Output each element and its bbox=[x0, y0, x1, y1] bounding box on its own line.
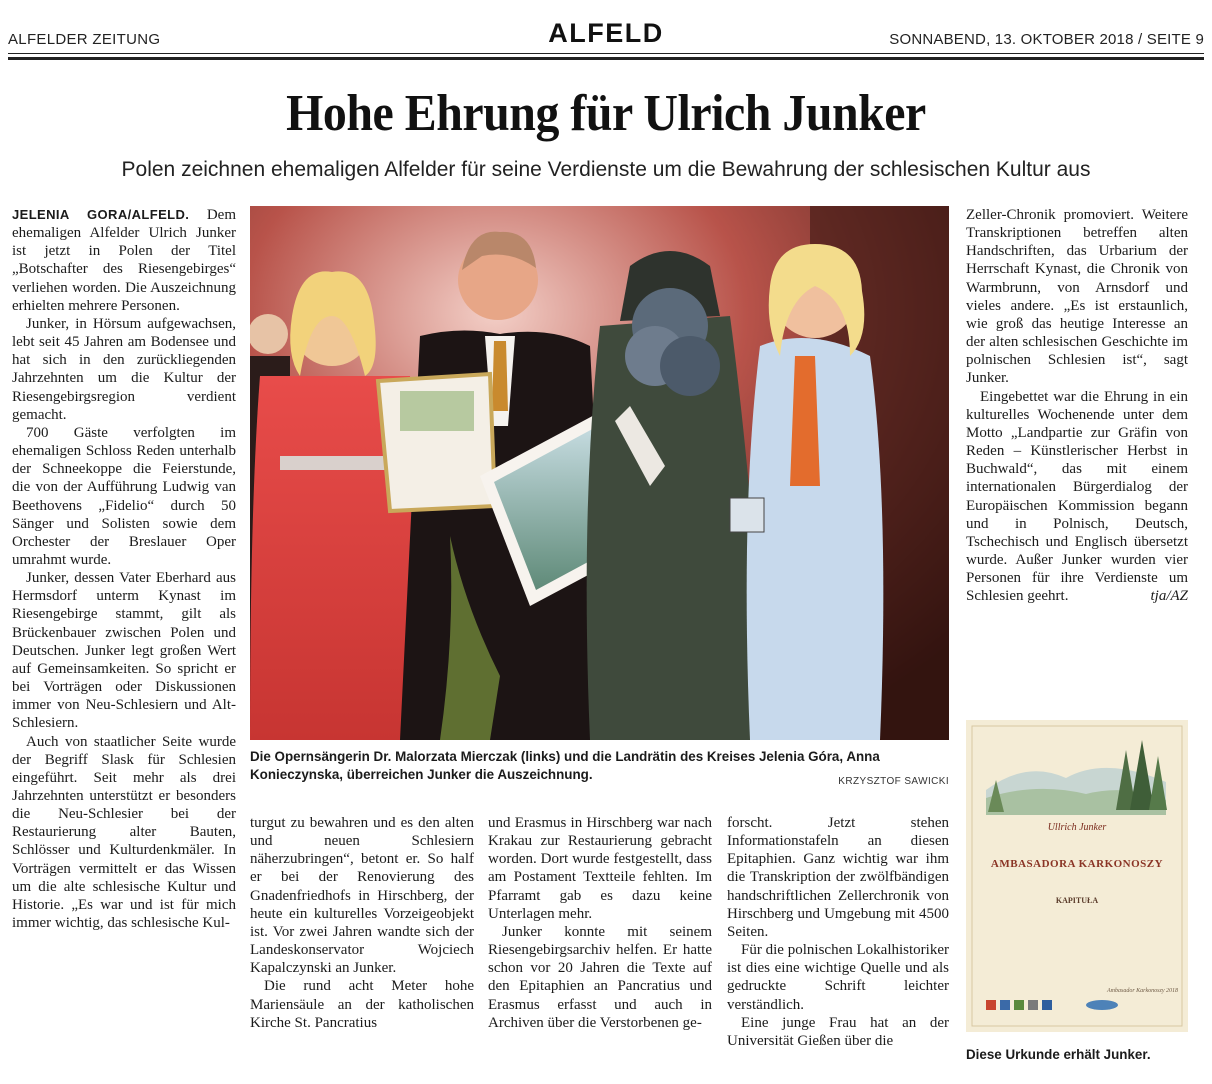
certificate-title: AMBASADORA KARKONOSZY bbox=[990, 858, 1164, 870]
paragraph: Für die polnischen Lokalhistoriker ist dies eine wichtige Quelle und als gedruckte Schrift leichter verständlich. bbox=[727, 942, 949, 1013]
paragraph: turgut zu bewahren und es den alten und neuen Schlesiern näherzubringen“, betont er. So half er bei der Renovierung des Gnadenfriedhofs in Hirschberg, der heute ein kulturelles Vorzeigeobjekt ist. Vor zwei Jahren wandte sich der Landeskonservator Wojciech Kapalczynski an Junker. bbox=[250, 815, 474, 977]
certificate-kapitula: KAPITUŁA bbox=[1055, 896, 1099, 905]
photo-caption: Die Opernsängerin Dr. Malorzata Mierczak (links) und die Landrätin des Kreises Jelenia Góra, Anna Konieczynska, überreichen Junker die Auszeichnung. bbox=[250, 749, 880, 782]
photo-illustration bbox=[250, 206, 949, 740]
author-signature: tja/AZ bbox=[1150, 588, 1188, 605]
text-column-4 bbox=[727, 814, 949, 1050]
text-column-1 bbox=[12, 206, 236, 932]
paragraph: forscht. Jetzt stehen Informationstafeln an diesen Epitaphien. Ganz wichtig war ihm die Transkription der zwölfbändigen handschriftlichen Zellerchronik von Hirschberg und Umgebung mit 4500 Seiten. bbox=[727, 815, 949, 940]
certificate-recipient: Ullrich Junker bbox=[1047, 822, 1107, 833]
newspaper-name: ALFELDER ZEITUNG bbox=[8, 31, 161, 48]
paragraph: Die rund acht Meter hohe Mariensäule an der katholischen Kirche St. Pancratius bbox=[250, 978, 474, 1031]
header-rule-thick bbox=[8, 57, 1204, 60]
certificate-caption: Diese Urkunde erhält Junker. bbox=[966, 1047, 1151, 1062]
article-subheadline: Polen zeichnen ehemaligen Alfelder für seine Verdienste um die Bewahrung der schlesischen Kultur aus bbox=[121, 158, 1091, 181]
paragraph: Junker, dessen Vater Eberhard aus Hermsdorf unterm Kynast im Riesengebirge stammt, gilt als Brückenbauer zwischen Polen und Deutschen. Junker legt großen Wert auf Gemeinsamkeiten. So spricht er bei Vorträgen oder Diskussionen immer von Neu-Schlesiern und Alt-Schlesiern. bbox=[12, 570, 236, 732]
date-and-page: SONNABEND, 13. OKTOBER 2018 / SEITE 9 bbox=[889, 31, 1204, 48]
photo-credit: KRZYSZTOF SAWICKI bbox=[838, 776, 949, 787]
dateline: JELENIA GORA/ALFELD. bbox=[12, 207, 190, 222]
certificate-image bbox=[966, 720, 1188, 1032]
page-header bbox=[8, 18, 1204, 54]
paragraph: Zeller-Chronik promoviert. Weitere Transkriptionen betreffen alten Handschriften, das Urbarium der Herrschaft Kynast, die Chronik von Warmbrunn, von Arnsdorf und vieles andere. „Es ist erstaunlich, wie groß das heutige Interesse an der alten schlesischen Geschichte im polnischen Schlesien ist“, sagt Junker. bbox=[966, 207, 1188, 387]
paragraph: Eine junge Frau hat an der Universität Gießen über die bbox=[727, 1014, 949, 1049]
paragraph-text: Dem ehemaligen Alfelder Ulrich Junker ist jetzt in Polen der Titel „Botschafter des Riesengebirges“ verliehen worden. Die Auszeichnung erhielten mehrere Personen. bbox=[12, 207, 237, 314]
paragraph: Auch von staatlicher Seite wurde der Begriff Slask für Schlesien eingeführt. Seit mehr als drei Jahrzehnten unterstützt er besonders die Neu-Schlesier bei der Restaurierung alter Bauten, Schlösser und Kulturdenkmäler. In Vorträgen vermittelt er das Wissen um die alte schlesische Kultur und Historie. „Es war und ist für mich immer wichtig, das schlesische Kul- bbox=[12, 733, 236, 932]
ceremony-photo bbox=[250, 206, 949, 740]
text-column-3 bbox=[488, 814, 712, 1032]
paragraph: und Erasmus in Hirschberg war nach Krakau zur Restaurierung gebracht worden. Dort wurde festgestellt, dass am Postament Textteile fehlten. Im Pfarramt gab es dazu keine Unterlagen mehr. bbox=[488, 815, 712, 922]
header-rule-thin bbox=[8, 53, 1204, 54]
paragraph bbox=[12, 206, 236, 315]
article-headline: Hohe Ehrung für Ulrich Junker bbox=[286, 85, 926, 142]
text-column-5 bbox=[966, 206, 1188, 605]
text-column-2 bbox=[250, 814, 474, 1032]
section-title: ALFELD bbox=[548, 18, 664, 48]
paragraph: 700 Gäste verfolgten im ehemaligen Schloss Reden unterhalb der Schneekoppe die Feierstunde, die von der Aufführung Ludwig van Beethovens „Fidelio“ durch 50 Sänger und Solisten sowie dem Orchester der Breslauer Oper umrahmt wurde. bbox=[12, 424, 236, 568]
paragraph: Junker, in Hörsum aufgewachsen, lebt seit 45 Jahren am Bodensee und hat sich in den zurückliegenden Jahrzehnten um die Kultur der Riesengebirgsregion verdient gemacht. bbox=[12, 315, 236, 423]
paragraph-text: Eingebettet war die Ehrung in ein kulturelles Wochenende unter dem Motto „Landpartie zur Gräfin von Reden – Künstlerischer Herbst in Buchwald“, das mit einem internationalen Bürgerdialog der Europäischen Kommission begann und in Polnisch, Deutsch, Tschechisch und Englisch übersetzt wurde. Außer Junker wurden vier Personen für ihre Verdienste um Schlesien geehrt. bbox=[966, 388, 1188, 605]
paragraph bbox=[966, 388, 1188, 606]
paragraph: Junker konnte mit seinem Riesengebirgsarchiv helfen. Er hatte schon vor 20 Jahren die Texte auf den Epitaphien an Pancratius und Erasmus erfasst und auch in Archiven über die Verstorbenen ge- bbox=[488, 923, 712, 1031]
certificate-text bbox=[966, 720, 1188, 1032]
certificate-footer: Ambasador Karkonoszy 2018 bbox=[1106, 988, 1178, 994]
